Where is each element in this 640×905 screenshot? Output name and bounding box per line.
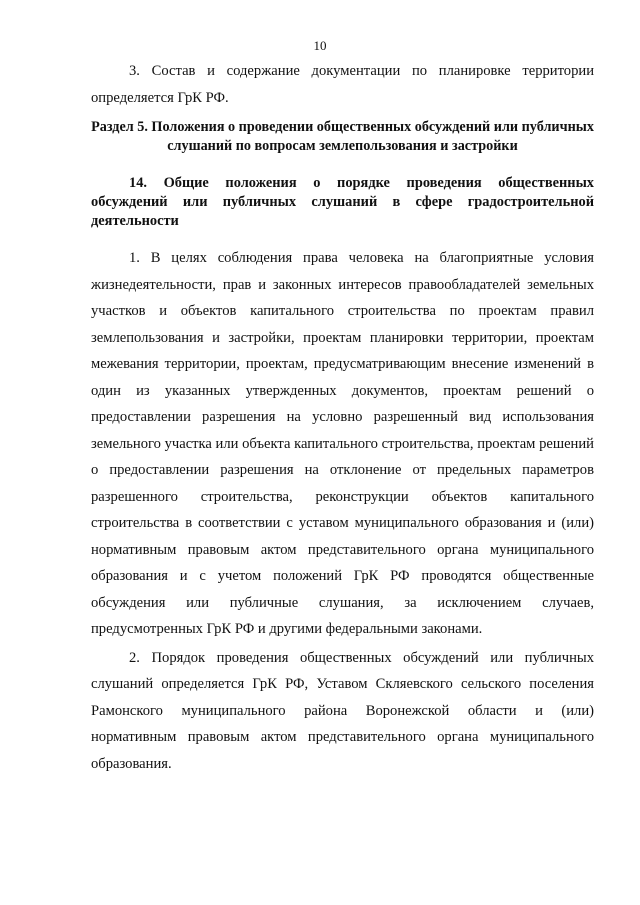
item-3-paragraph: 3. Состав и содержание документации по планировке территории определяется ГрК РФ. [91,63,594,106]
page-number: 10 [313,38,327,53]
section-heading: Раздел 5. Положения о проведении общественных обсуждений или публичных слушаний по вопросам землепользования и застройки [91,119,594,154]
document-body [91,58,594,777]
article-heading: 14. Общие положения о порядке проведения общественных обсуждений или публичных слушаний в сфере градостроительной деятельности [91,175,594,229]
article-paragraph-1: 1. В целях соблюдения права человека на благоприятные условия жизнедеятельности, прав и законных интересов правообладателей земельных участков и объектов капитального строительства по проектам правил землепользования и застройки, проектам планировки территории, проектам межевания территории, проектам, предусматривающим внесение изменений в один из указанных утвержденных документов, проектам решений о предоставлении разрешения на условно разрешенный вид использования земельного участка или объекта капитального строительства, проектам решений о предоставлении разрешения на отклонение от предельных параметров разрешенного строительства, реконструкции объектов капитального строительства в соответствии с уставом муниципального образования и (или) нормативным правовым актом представительного органа муниципального образования и с учетом положений ГрК РФ проводятся общественные обсуждения или публичные слушания, за исключением случаев, предусмотренных ГрК РФ и другими федеральными законами. [91,250,594,637]
article-paragraph-2: 2. Порядок проведения общественных обсуждений или публичных слушаний определяется ГрК РФ, Уставом Скляевского сельского поселения Рамонского муниципального района Воронежской области и (или) нормативным правовым актом представительного органа муниципального образования. [91,649,594,772]
